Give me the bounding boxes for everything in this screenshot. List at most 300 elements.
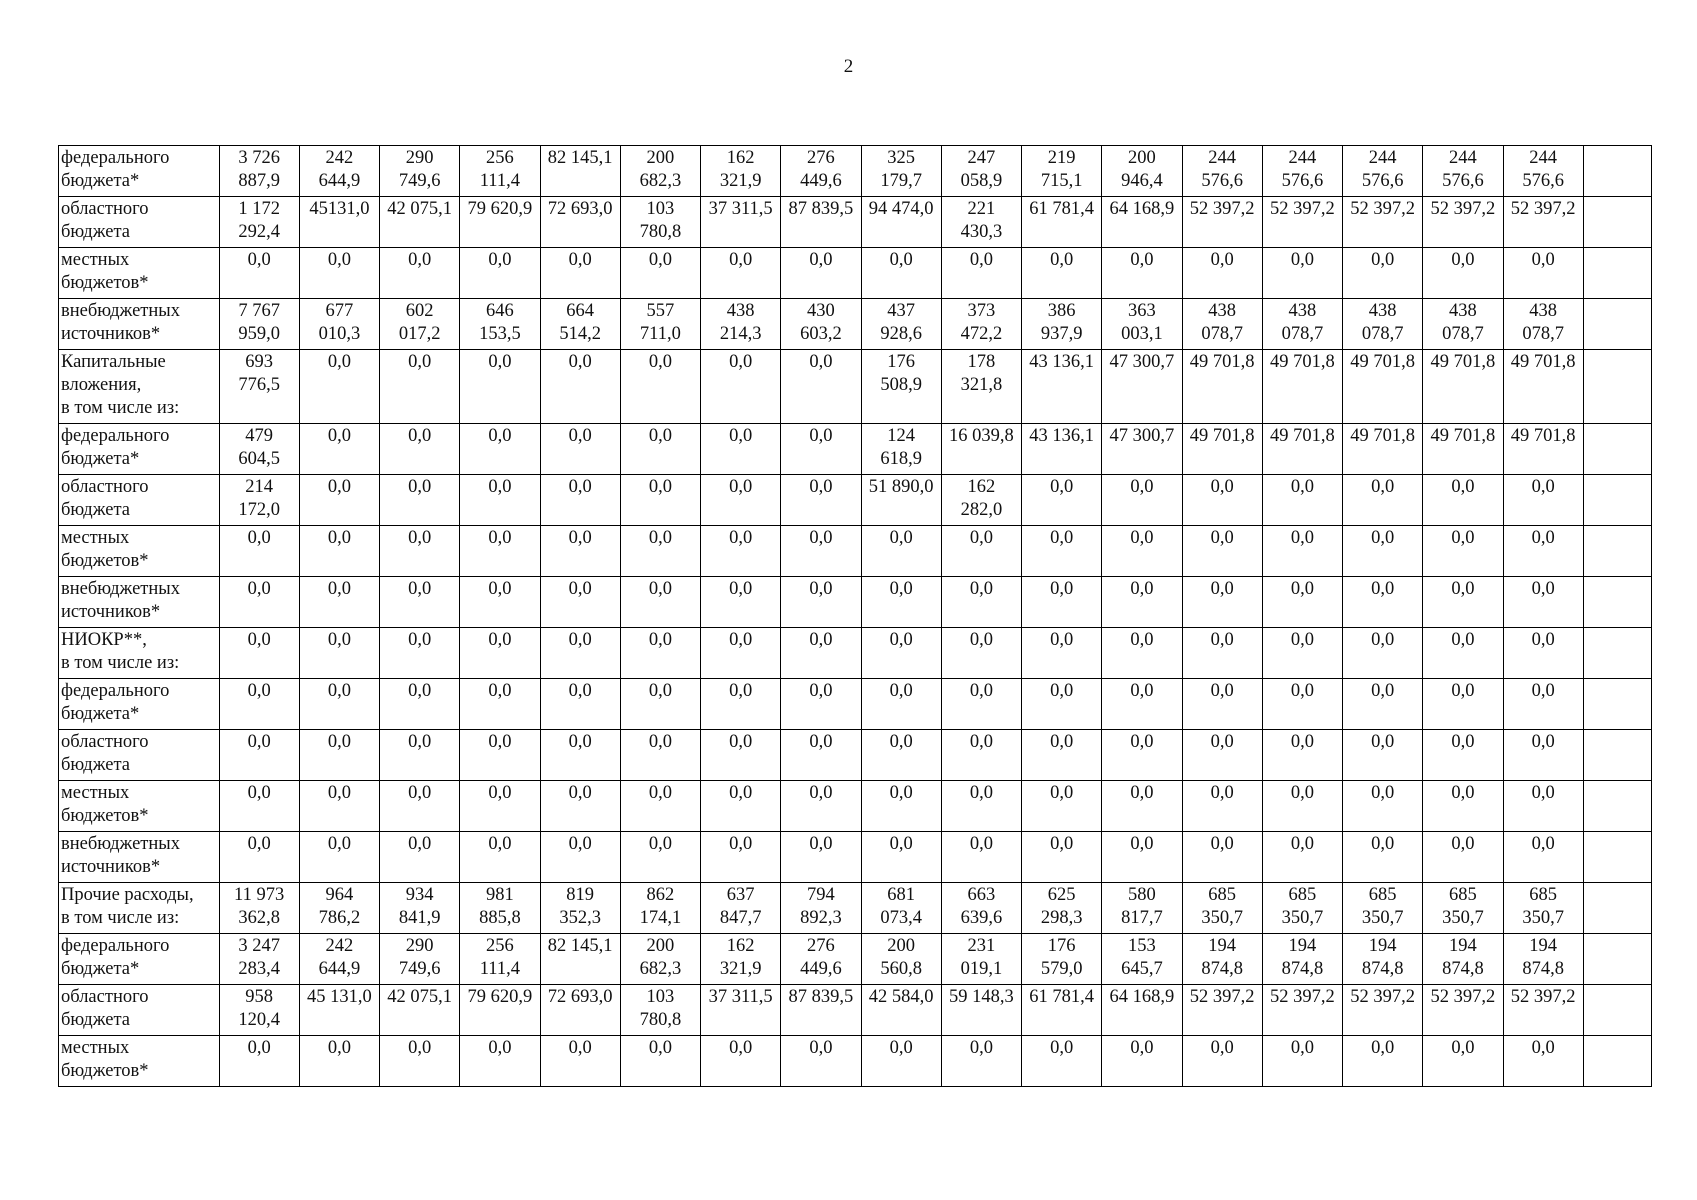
table-cell: 0,0 [380,424,460,475]
table-cell: 176 508,9 [861,350,941,424]
table-cell: 0,0 [1503,730,1583,781]
table-row [59,985,1652,1036]
table-cell: 79 620,9 [460,197,540,248]
table-cell: 0,0 [941,730,1021,781]
table-cell: 0,0 [460,526,540,577]
table-cell: 49 701,8 [1182,424,1262,475]
table-cell: 0,0 [380,781,460,832]
table-row [59,146,1652,197]
table-cell: 0,0 [1182,577,1262,628]
table-cell: 162 321,9 [701,146,781,197]
table-cell: 0,0 [620,248,700,299]
table-cell: 0,0 [781,248,861,299]
table-cell: 0,0 [781,628,861,679]
table-cell: 0,0 [1022,1036,1102,1087]
table-cell: 61 781,4 [1022,197,1102,248]
table-cell: 0,0 [299,526,379,577]
table-cell: 49 701,8 [1182,350,1262,424]
table-cell: 0,0 [941,679,1021,730]
table-cell: 0,0 [701,248,781,299]
table-cell: 0,0 [701,730,781,781]
table-cell: 0,0 [1262,526,1342,577]
table-cell: 0,0 [1182,248,1262,299]
table-cell: 0,0 [1102,248,1182,299]
table-cell: 0,0 [620,832,700,883]
row-label: местных бюджетов* [59,781,220,832]
table-cell: 0,0 [1343,475,1423,526]
table-cell: 256 111,4 [460,934,540,985]
table-cell: 0,0 [299,628,379,679]
table-cell: 0,0 [701,577,781,628]
table-cell: 0,0 [781,781,861,832]
table-cell: 0,0 [1022,475,1102,526]
table-cell: 0,0 [380,679,460,730]
table-cell: 61 781,4 [1022,985,1102,1036]
table-cell: 124 618,9 [861,424,941,475]
table-cell: 0,0 [460,730,540,781]
table-cell: 646 153,5 [460,299,540,350]
table-cell: 693 776,5 [219,350,299,424]
table-cell: 0,0 [219,526,299,577]
table-cell: 0,0 [1343,1036,1423,1087]
table-cell: 52 397,2 [1423,197,1503,248]
table-cell: 0,0 [861,679,941,730]
table-cell: 244 576,6 [1343,146,1423,197]
page-number: 2 [843,56,854,77]
table-cell: 0,0 [861,1036,941,1087]
table-cell: 0,0 [540,526,620,577]
row-label: местных бюджетов* [59,248,220,299]
table-row [59,577,1652,628]
row-label: Капитальные вложения, в том числе из: [59,350,220,424]
table-cell: 64 168,9 [1102,985,1182,1036]
table-cell: 52 397,2 [1182,197,1262,248]
table-cell: 685 350,7 [1262,883,1342,934]
table-cell: 0,0 [701,781,781,832]
table-cell: 47 300,7 [1102,350,1182,424]
table-cell: 0,0 [1503,628,1583,679]
table-cell: 685 350,7 [1423,883,1503,934]
table-cell: 0,0 [299,730,379,781]
table-cell: 3 726 887,9 [219,146,299,197]
empty-cell [1583,985,1651,1036]
table-cell: 0,0 [861,832,941,883]
table-cell: 0,0 [1503,526,1583,577]
table-cell: 42 075,1 [380,985,460,1036]
table-cell: 0,0 [460,679,540,730]
table-cell: 79 620,9 [460,985,540,1036]
table-cell: 244 576,6 [1423,146,1503,197]
table-cell: 0,0 [219,628,299,679]
table-cell: 0,0 [941,526,1021,577]
table-cell: 0,0 [380,526,460,577]
row-label: внебюджетных источников* [59,299,220,350]
table-cell: 0,0 [1102,526,1182,577]
table-cell: 0,0 [620,577,700,628]
table-cell: 0,0 [219,248,299,299]
table-cell: 0,0 [1102,781,1182,832]
empty-cell [1583,197,1651,248]
empty-cell [1583,577,1651,628]
table-cell: 0,0 [460,248,540,299]
table-cell: 0,0 [460,781,540,832]
table-cell: 479 604,5 [219,424,299,475]
empty-cell [1583,628,1651,679]
table-cell: 0,0 [861,628,941,679]
table-cell: 0,0 [540,628,620,679]
table-cell: 0,0 [861,577,941,628]
table-cell: 49 701,8 [1262,424,1342,475]
table-cell: 0,0 [1182,832,1262,883]
table-cell: 43 136,1 [1022,350,1102,424]
table-cell: 637 847,7 [701,883,781,934]
empty-cell [1583,146,1651,197]
table-cell: 0,0 [620,475,700,526]
table-cell: 0,0 [1262,781,1342,832]
table-cell: 0,0 [1343,248,1423,299]
table-cell: 0,0 [460,628,540,679]
table-cell: 244 576,6 [1182,146,1262,197]
table-cell: 290 749,6 [380,934,460,985]
table-cell: 0,0 [781,832,861,883]
table-cell: 0,0 [299,679,379,730]
table-cell: 0,0 [620,781,700,832]
table-cell: 677 010,3 [299,299,379,350]
table-cell: 0,0 [380,475,460,526]
table-cell: 0,0 [1503,679,1583,730]
table-cell: 200 560,8 [861,934,941,985]
table-cell: 0,0 [460,475,540,526]
table-cell: 49 701,8 [1262,350,1342,424]
table-cell: 0,0 [1503,475,1583,526]
table-cell: 0,0 [1262,679,1342,730]
table-cell: 0,0 [1022,730,1102,781]
table-cell: 0,0 [380,1036,460,1087]
table-cell: 0,0 [299,1036,379,1087]
table-cell: 82 145,1 [540,146,620,197]
table-cell: 0,0 [1022,832,1102,883]
table-cell: 194 874,8 [1343,934,1423,985]
table-cell: 1 172 292,4 [219,197,299,248]
table-cell: 52 397,2 [1343,197,1423,248]
table-cell: 0,0 [701,679,781,730]
table-cell: 0,0 [380,350,460,424]
empty-cell [1583,781,1651,832]
table-cell: 3 247 283,4 [219,934,299,985]
table-cell: 0,0 [941,577,1021,628]
table-cell: 0,0 [1102,730,1182,781]
table-cell: 219 715,1 [1022,146,1102,197]
table-cell: 0,0 [941,781,1021,832]
table-cell: 438 214,3 [701,299,781,350]
table-cell: 52 397,2 [1262,197,1342,248]
table-cell: 602 017,2 [380,299,460,350]
table-cell: 0,0 [1423,475,1503,526]
table-cell: 557 711,0 [620,299,700,350]
table-cell: 0,0 [1503,1036,1583,1087]
table-cell: 0,0 [701,424,781,475]
table-cell: 0,0 [1182,526,1262,577]
table-cell: 16 039,8 [941,424,1021,475]
table-cell: 276 449,6 [781,934,861,985]
empty-cell [1583,526,1651,577]
table-cell: 247 058,9 [941,146,1021,197]
table-cell: 0,0 [701,628,781,679]
table-cell: 0,0 [781,424,861,475]
table-cell: 685 350,7 [1503,883,1583,934]
table-row [59,248,1652,299]
table-cell: 0,0 [620,526,700,577]
table-cell: 862 174,1 [620,883,700,934]
table-cell: 0,0 [380,730,460,781]
budget-table [58,145,1652,1087]
table-cell: 59 148,3 [941,985,1021,1036]
table-cell: 45131,0 [299,197,379,248]
table-cell: 0,0 [620,679,700,730]
table-cell: 0,0 [299,424,379,475]
table-cell: 200 946,4 [1102,146,1182,197]
table-cell: 37 311,5 [701,197,781,248]
table-cell: 37 311,5 [701,985,781,1036]
table-cell: 51 890,0 [861,475,941,526]
table-cell: 52 397,2 [1262,985,1342,1036]
table-row [59,475,1652,526]
table-cell: 0,0 [1182,628,1262,679]
table-cell: 934 841,9 [380,883,460,934]
table-cell: 0,0 [781,526,861,577]
table-cell: 0,0 [861,526,941,577]
table-cell: 0,0 [1503,577,1583,628]
table-cell: 0,0 [540,730,620,781]
table-cell: 0,0 [540,781,620,832]
table-row [59,628,1652,679]
table-row [59,730,1652,781]
table-cell: 162 282,0 [941,475,1021,526]
table-row [59,299,1652,350]
table-cell: 0,0 [299,577,379,628]
table-cell: 242 644,9 [299,146,379,197]
row-label: НИОКР**, в том числе из: [59,628,220,679]
table-cell: 0,0 [219,832,299,883]
table-cell: 0,0 [460,350,540,424]
empty-cell [1583,299,1651,350]
table-cell: 52 397,2 [1343,985,1423,1036]
table-cell: 43 136,1 [1022,424,1102,475]
table-cell: 0,0 [1262,248,1342,299]
table-cell: 958 120,4 [219,985,299,1036]
table-cell: 290 749,6 [380,146,460,197]
table-cell: 82 145,1 [540,934,620,985]
table-cell: 819 352,3 [540,883,620,934]
table-cell: 0,0 [1423,526,1503,577]
table-cell: 0,0 [701,350,781,424]
table-row [59,781,1652,832]
empty-cell [1583,883,1651,934]
table-cell: 0,0 [219,1036,299,1087]
table-cell: 49 701,8 [1503,350,1583,424]
table-cell: 0,0 [540,832,620,883]
table-cell: 11 973 362,8 [219,883,299,934]
table-cell: 94 474,0 [861,197,941,248]
table-cell: 49 701,8 [1423,424,1503,475]
table-cell: 47 300,7 [1102,424,1182,475]
table-cell: 176 579,0 [1022,934,1102,985]
table-cell: 0,0 [781,577,861,628]
table-cell: 0,0 [620,628,700,679]
table-cell: 200 682,3 [620,146,700,197]
table-cell: 0,0 [620,730,700,781]
table-cell: 0,0 [1022,628,1102,679]
table-cell: 625 298,3 [1022,883,1102,934]
table-cell: 256 111,4 [460,146,540,197]
table-cell: 0,0 [1262,832,1342,883]
row-label: областного бюджета [59,197,220,248]
table-cell: 0,0 [1262,730,1342,781]
table-cell: 0,0 [219,577,299,628]
table-cell: 178 321,8 [941,350,1021,424]
table-cell: 194 874,8 [1423,934,1503,985]
table-cell: 200 682,3 [620,934,700,985]
row-label: местных бюджетов* [59,526,220,577]
table-cell: 0,0 [380,628,460,679]
table-cell: 0,0 [620,350,700,424]
table-cell: 0,0 [701,475,781,526]
table-cell: 438 078,7 [1343,299,1423,350]
table-cell: 0,0 [540,248,620,299]
table-cell: 663 639,6 [941,883,1021,934]
table-cell: 430 603,2 [781,299,861,350]
table-cell: 373 472,2 [941,299,1021,350]
table-cell: 0,0 [299,781,379,832]
table-cell: 0,0 [1423,832,1503,883]
table-cell: 194 874,8 [1503,934,1583,985]
table-cell: 0,0 [299,248,379,299]
row-label: внебюджетных источников* [59,832,220,883]
table-cell: 0,0 [1423,781,1503,832]
table-cell: 0,0 [1262,1036,1342,1087]
table-cell: 64 168,9 [1102,197,1182,248]
table-cell: 0,0 [1343,628,1423,679]
table-cell: 685 350,7 [1182,883,1262,934]
table-cell: 72 693,0 [540,985,620,1036]
table-cell: 153 645,7 [1102,934,1182,985]
table-cell: 0,0 [1423,730,1503,781]
row-label: областного бюджета [59,475,220,526]
table-cell: 0,0 [861,781,941,832]
table-cell: 0,0 [941,628,1021,679]
table-cell: 0,0 [460,832,540,883]
table-cell: 0,0 [781,350,861,424]
table-cell: 0,0 [620,424,700,475]
row-label: областного бюджета [59,985,220,1036]
table-cell: 45 131,0 [299,985,379,1036]
table-cell: 194 874,8 [1182,934,1262,985]
table-cell: 0,0 [1102,577,1182,628]
table-cell: 0,0 [781,475,861,526]
table-cell: 0,0 [620,1036,700,1087]
table-cell: 52 397,2 [1503,197,1583,248]
table-cell: 580 817,7 [1102,883,1182,934]
table-cell: 664 514,2 [540,299,620,350]
table-cell: 0,0 [1503,832,1583,883]
row-label: областного бюджета [59,730,220,781]
table-row [59,883,1652,934]
table-cell: 0,0 [1262,628,1342,679]
empty-cell [1583,475,1651,526]
row-label: Прочие расходы, в том числе из: [59,883,220,934]
table-cell: 0,0 [219,679,299,730]
table-cell: 0,0 [1182,730,1262,781]
table-cell: 0,0 [1262,475,1342,526]
table-cell: 0,0 [701,526,781,577]
row-label: местных бюджетов* [59,1036,220,1087]
table-cell: 0,0 [701,1036,781,1087]
table-cell: 0,0 [941,832,1021,883]
table-cell: 681 073,4 [861,883,941,934]
table-cell: 0,0 [1022,248,1102,299]
table-cell: 0,0 [701,832,781,883]
empty-cell [1583,832,1651,883]
table-cell: 0,0 [1182,679,1262,730]
table-cell: 0,0 [299,832,379,883]
table-cell: 0,0 [1343,781,1423,832]
table-cell: 52 397,2 [1182,985,1262,1036]
table-cell: 231 019,1 [941,934,1021,985]
empty-cell [1583,934,1651,985]
row-label: внебюджетных источников* [59,577,220,628]
empty-cell [1583,679,1651,730]
table-cell: 438 078,7 [1503,299,1583,350]
table-cell: 244 576,6 [1503,146,1583,197]
table-cell: 49 701,8 [1343,424,1423,475]
table-row [59,350,1652,424]
empty-cell [1583,248,1651,299]
table-row [59,197,1652,248]
table-cell: 0,0 [540,577,620,628]
table-row [59,526,1652,577]
row-label: федерального бюджета* [59,146,220,197]
table-cell: 103 780,8 [620,985,700,1036]
table-cell: 103 780,8 [620,197,700,248]
table-cell: 244 576,6 [1262,146,1342,197]
table-cell: 194 874,8 [1262,934,1342,985]
table-cell: 0,0 [540,679,620,730]
table-cell: 363 003,1 [1102,299,1182,350]
table-cell: 0,0 [1423,577,1503,628]
table-cell: 0,0 [1102,628,1182,679]
table-cell: 7 767 959,0 [219,299,299,350]
table-cell: 87 839,5 [781,197,861,248]
table-cell: 0,0 [1182,1036,1262,1087]
empty-cell [1583,424,1651,475]
table-cell: 0,0 [380,832,460,883]
table-cell: 49 701,8 [1343,350,1423,424]
table-cell: 0,0 [1102,832,1182,883]
table-cell: 0,0 [299,475,379,526]
table-cell: 0,0 [1182,475,1262,526]
table-cell: 438 078,7 [1262,299,1342,350]
table-cell: 0,0 [781,1036,861,1087]
table-cell: 49 701,8 [1503,424,1583,475]
table-cell: 0,0 [1423,628,1503,679]
table-cell: 0,0 [1503,248,1583,299]
table-cell: 276 449,6 [781,146,861,197]
table-cell: 242 644,9 [299,934,379,985]
table-cell: 0,0 [1343,577,1423,628]
table-cell: 0,0 [781,679,861,730]
table-cell: 0,0 [1022,526,1102,577]
table-cell: 0,0 [219,781,299,832]
